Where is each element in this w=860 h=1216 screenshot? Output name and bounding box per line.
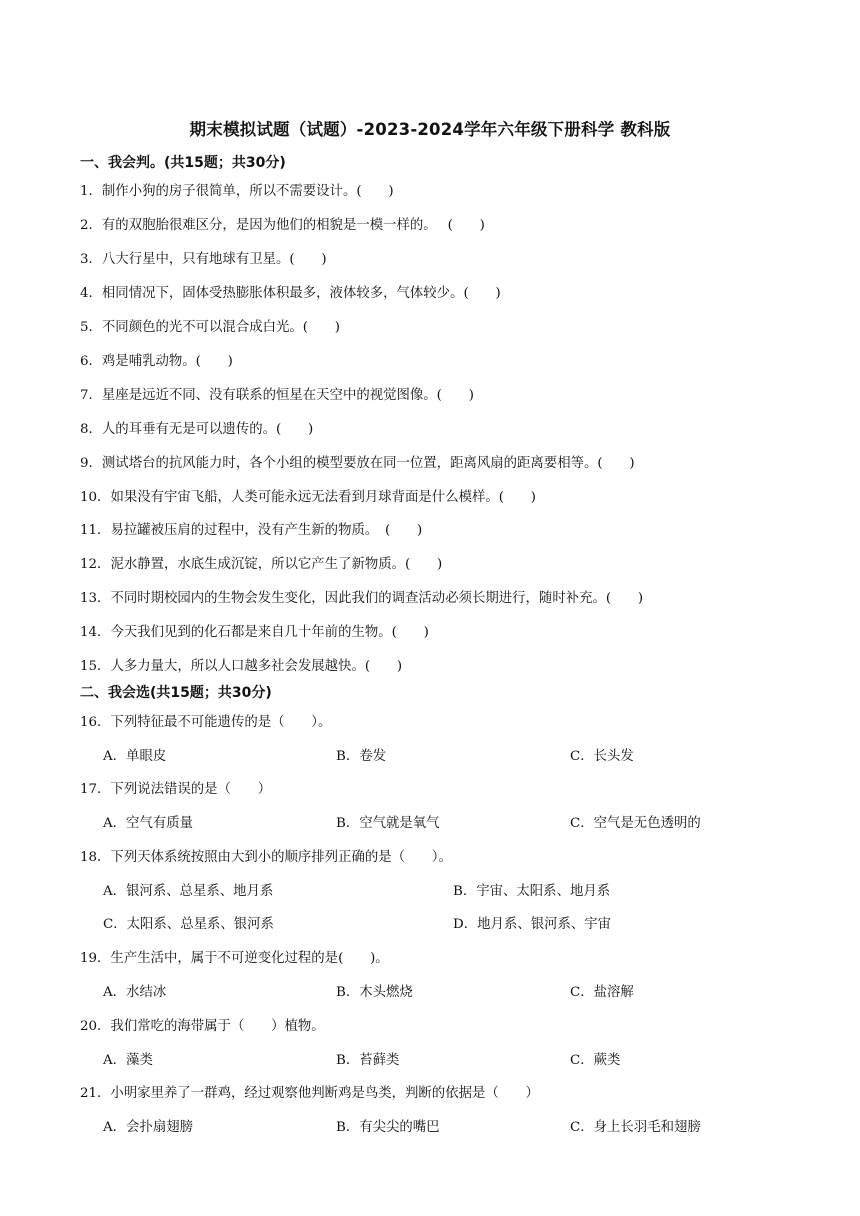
judge-question-13 [80,587,643,606]
option-c: C．蕨类 [570,1053,621,1068]
choice-question-19: 19．生产生活中，属于不可逆变化过程的是( )。 [80,951,389,966]
option-b: B．有尖尖的嘴巴 [336,1120,440,1135]
option-b: B．苔藓类 [336,1053,400,1068]
judge-question-5 [80,316,340,335]
question-text: 今天我们见到的化石都是来自几十年前的生物。( ) [110,625,429,640]
judge-question-8 [80,418,313,437]
section-choice-heading: 二、我会选(共15题；共30分) [80,685,272,701]
question-text: 人多力量大，所以人口越多社会发展越快。( ) [110,659,403,674]
choice-question-18: 18．下列天体系统按照由大到小的顺序排列正确的是（ ）。 [80,850,452,865]
option-a: A．水结冰 [103,985,167,1000]
option-b: B．空气就是氧气 [336,816,440,831]
question-text: 人的耳垂有无是可以遗传的。( ) [101,422,314,437]
question-number: 6． [80,354,102,369]
question-number: 12． [80,557,111,572]
option-c: C．身上长羽毛和翅膀 [570,1120,701,1135]
question-number: 1． [80,184,102,199]
question-text: 有的双胞胎很难区分，是因为他们的相貌是一模一样的。 ( ) [101,218,485,233]
question-text: 泥水静置，水底生成沉锭，所以它产生了新物质。( ) [110,557,443,572]
question-text: 易拉罐被压肩的过程中，没有产生新的物质。 ( ) [110,523,423,538]
question-number: 10． [80,490,111,505]
judge-question-14 [80,621,429,640]
option-a: A．会扑扇翅膀 [103,1120,194,1135]
choice-question-20: 20．我们常吃的海带属于（ ）植物。 [80,1019,325,1034]
question-text: 不同颜色的光不可以混合成白光。( ) [101,320,341,335]
question-number: 11． [80,523,111,538]
question-number: 4． [80,286,102,301]
judge-question-3 [80,248,327,267]
choice-question-17: 17．下列说法错误的是（ ） [80,782,272,797]
option-c: C．盐溶解 [570,985,634,1000]
question-text: 星座是远近不同、没有联系的恒星在天空中的视觉图像。( ) [101,388,474,403]
question-text: 不同时期校园内的生物会发生变化，因此我们的调查活动必须长期进行，随时补充。( ) [110,591,644,606]
option-b: B．宇宙、太阳系、地月系 [453,884,611,899]
question-text: 相同情况下，固体受热膨胀体积最多，液体较多，气体较少。( ) [101,286,501,301]
question-text: 制作小狗的房子很简单，所以不需要设计。( ) [101,184,394,199]
option-b: B．木头燃烧 [336,985,413,1000]
question-number: 7． [80,388,102,403]
judge-question-10 [80,486,536,505]
judge-question-9 [80,452,635,471]
judge-question-4 [80,282,501,301]
option-a: A．空气有质量 [103,816,194,831]
question-text: 鸡是哺乳动物。( ) [101,354,233,369]
judge-question-1 [80,180,394,199]
judge-question-7 [80,384,474,403]
question-number: 2． [80,218,102,233]
section-judge-heading: 一、我会判。(共15题；共30分) [80,155,286,171]
question-number: 8． [80,422,102,437]
exam-title: 期末模拟试题（试题）-2023-2024学年六年级下册科学 教科版 [189,120,671,139]
option-c: C．空气是无色透明的 [570,816,701,831]
judge-question-2 [80,214,485,233]
question-number: 14． [80,625,111,640]
question-text: 八大行星中，只有地球有卫星。( ) [101,252,327,267]
option-c: C．太阳系、总星系、银河系 [103,917,274,932]
judge-question-12 [80,553,442,572]
question-number: 15． [80,659,111,674]
choice-question-16: 16．下列特征最不可能遗传的是（ ）。 [80,715,332,730]
option-c: C．长头发 [570,749,634,764]
option-a: A．藻类 [103,1053,153,1068]
option-d: D．地月系、银河系、宇宙 [453,917,612,932]
question-number: 3． [80,252,102,267]
question-number: 9． [80,456,102,471]
choice-question-21: 21．小明家里养了一群鸡，经过观察他判断鸡是鸟类，判断的依据是（ ） [80,1086,539,1101]
option-a: A．银河系、总星系、地月系 [103,884,274,899]
question-text: 如果没有宇宙飞船，人类可能永远无法看到月球背面是什么模样。( ) [110,490,536,505]
option-b: B．卷发 [336,749,387,764]
option-a: A．单眼皮 [103,749,167,764]
judge-question-6 [80,350,233,369]
judge-question-15 [80,655,402,674]
judge-question-11 [80,519,422,538]
question-number: 5． [80,320,102,335]
question-number: 13． [80,591,111,606]
question-text: 测试塔台的抗风能力时，各个小组的模型要放在同一位置，距离风扇的距离要相等。( ) [101,456,635,471]
